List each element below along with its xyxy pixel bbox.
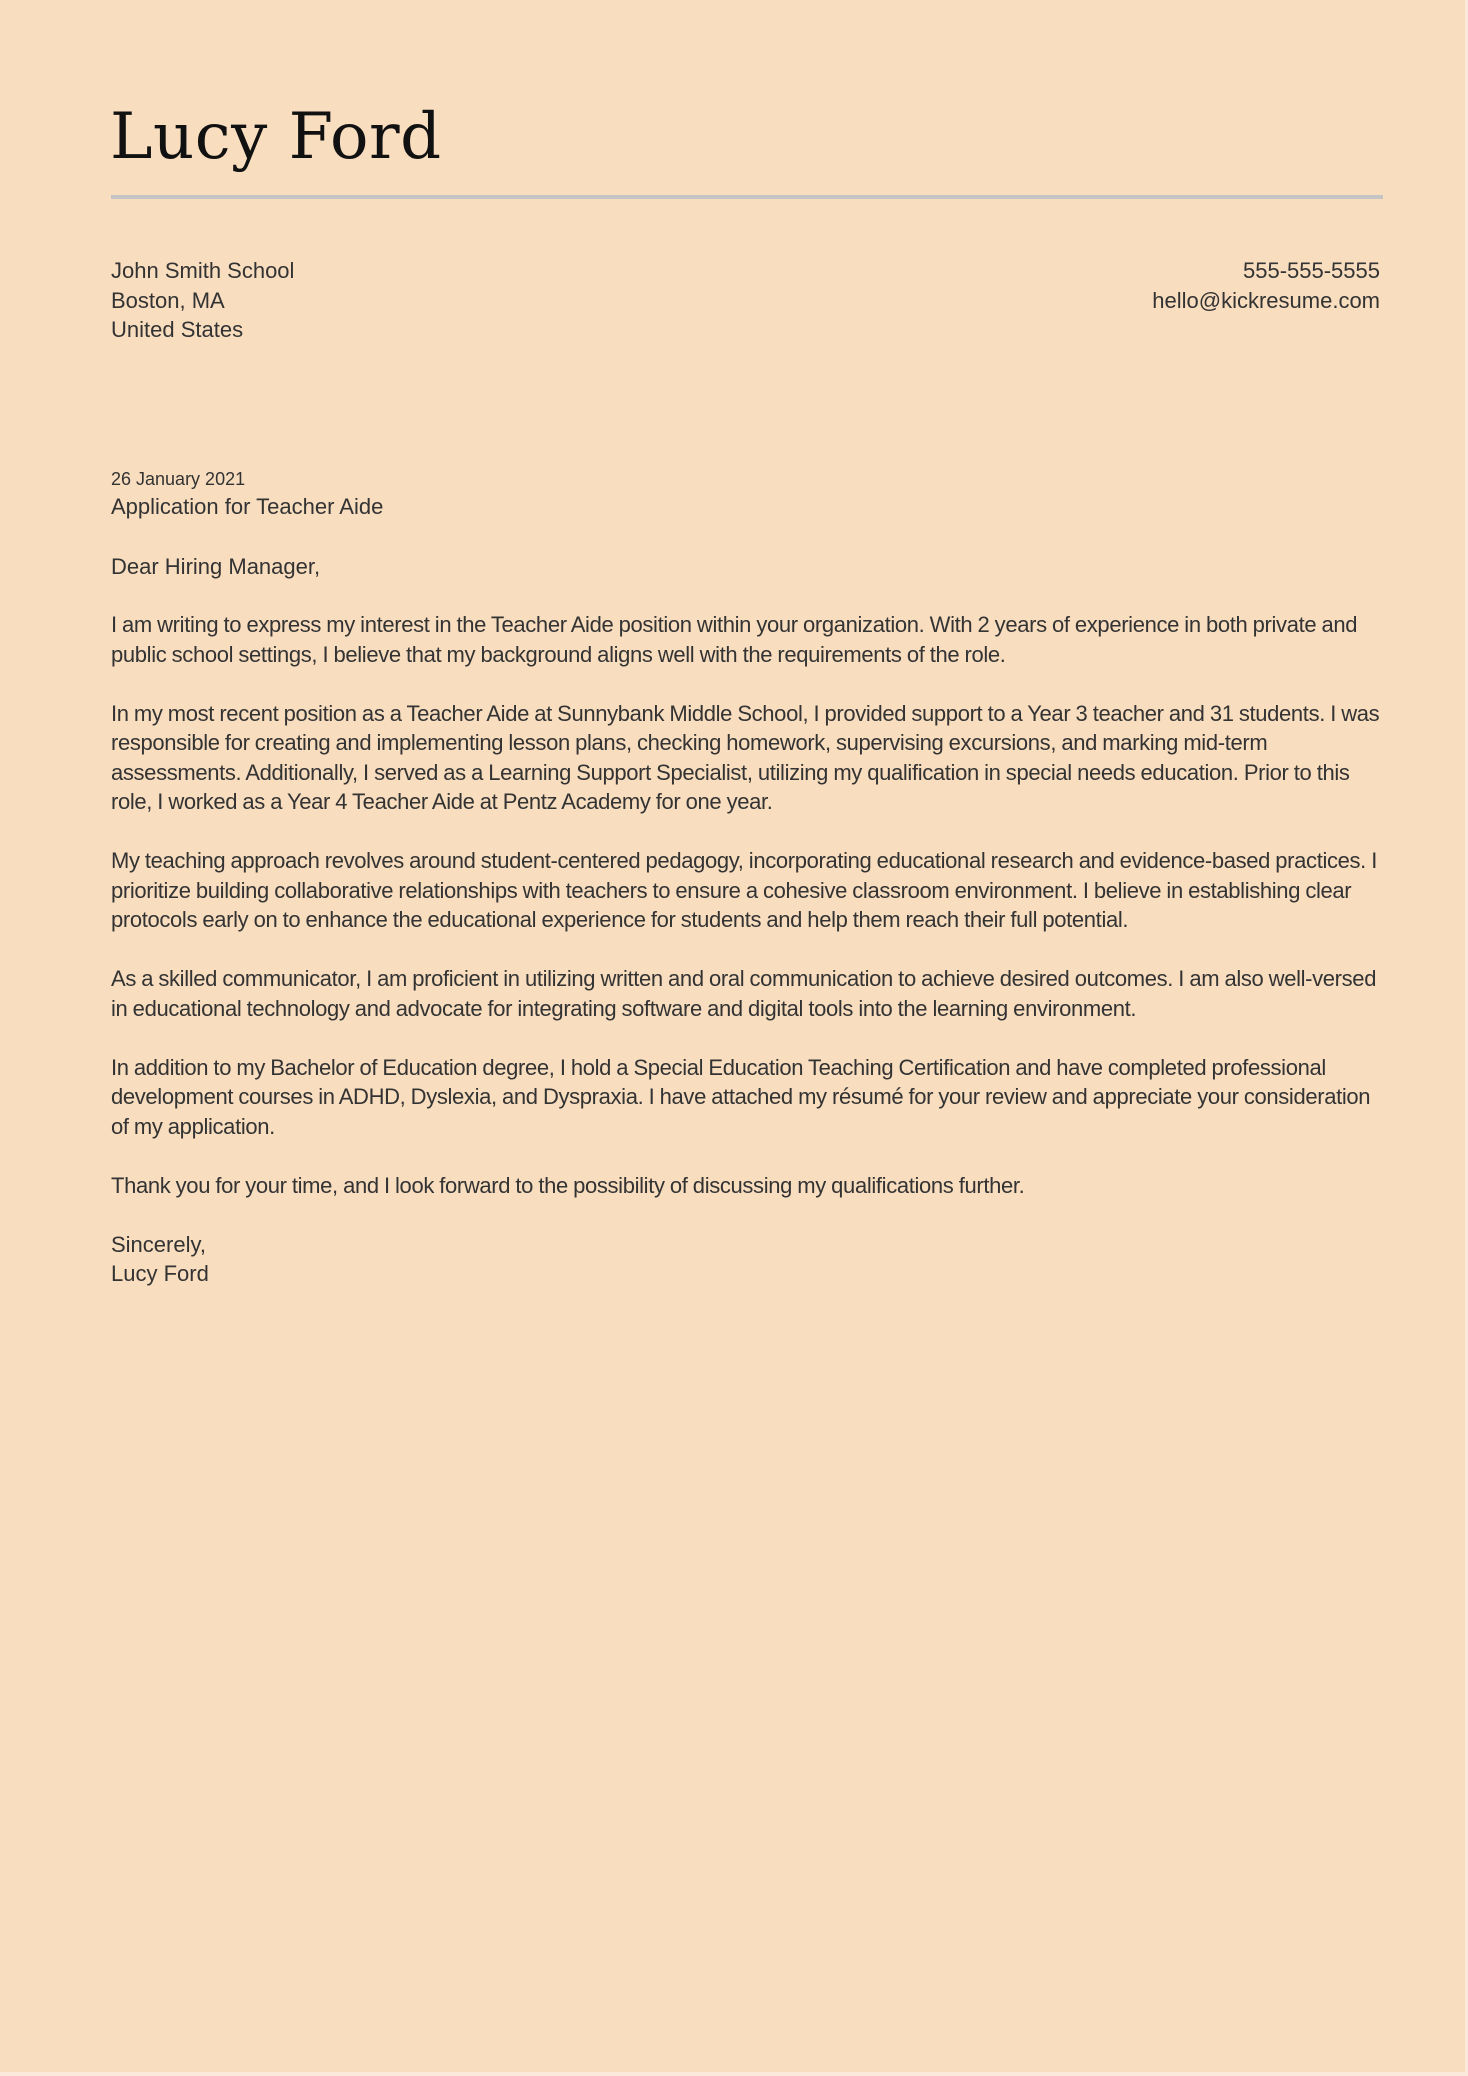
- email-address: hello@kickresume.com: [1152, 287, 1380, 313]
- closing-block: [111, 1230, 1386, 1289]
- recipient-country: United States: [111, 317, 244, 342]
- paragraph-experience: In my most recent position as a Teacher Aide at Sunnybank Middle School, I provided support to a Year 3 teacher and 31 students. I was responsible for creating and implementing lesson plans, checking homework, supervising excursions, and marking mid-term assessments. Additionally, I served as a Learning Support Specialist, utilizing my qualification in special needs education. Prior to this role, I worked as a Year 4 Teacher Aide at Pentz Academy for one year.: [111, 700, 1380, 814]
- recipient-organization: John Smith School: [111, 258, 295, 283]
- letter-subject: Application for Teacher Aide: [111, 494, 384, 519]
- letter-date: 26 January 2021: [111, 469, 246, 489]
- paragraph-teaching-approach: My teaching approach revolves around student-centered pedagogy, incorporating educational research and evidence-based practices. I prioritize building collaborative relationships with teachers to ensure a cohesive classroom environment. I believe in establishing clear protocols early on to enhance the educational experience for students and help them reach their full potential.: [111, 848, 1377, 932]
- paragraph-introduction: I am writing to express my interest in the Teacher Aide position within your organization. With 2 years of experience in both private and public school settings, I believe that my background aligns well with the requirements of the role.: [111, 612, 1358, 667]
- phone-number: 555-555-5555: [1242, 258, 1380, 283]
- header-divider: [111, 195, 1383, 199]
- recipient-city: Boston, MA: [111, 287, 225, 313]
- contact-info: [1152, 256, 1380, 315]
- paragraph-skills: As a skilled communicator, I am proficient in utilizing written and oral communication to achieve desired outcomes. I am also well-versed in educational technology and advocate for integrating software and digital tools into the learning environment.: [111, 966, 1377, 1021]
- paragraph-thanks: Thank you for your time, and I look forward to the possibility of discussing my qualifications further.: [111, 1172, 1025, 1198]
- salutation: Dear Hiring Manager,: [111, 553, 321, 579]
- paragraph-qualifications: In addition to my Bachelor of Education degree, I hold a Special Education Teaching Certification and have completed professional development courses in ADHD, Dyslexia, and Dyspraxia. I have attached my résumé for your review and appreciate your consideration of my application.: [111, 1054, 1371, 1139]
- letter-body: [111, 466, 1386, 1289]
- signature-name: Lucy Ford: [111, 1261, 209, 1286]
- closing-phrase: Sincerely,: [111, 1231, 206, 1257]
- recipient-address: [111, 256, 294, 345]
- applicant-name: Lucy Ford: [110, 100, 442, 174]
